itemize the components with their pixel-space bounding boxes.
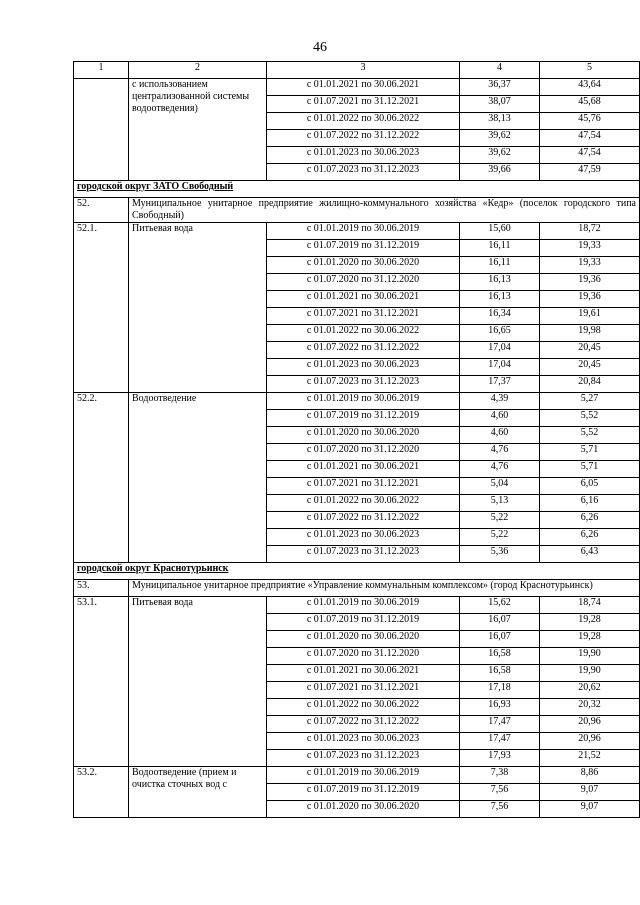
tariff-without-vat: 4,39 bbox=[460, 393, 540, 410]
period-cell: с 01.01.2020 по 30.06.2020 bbox=[267, 257, 460, 274]
period-cell: с 01.01.2021 по 30.06.2021 bbox=[267, 79, 460, 96]
tariff-with-vat: 19,61 bbox=[540, 308, 640, 325]
tariff-without-vat: 39,62 bbox=[460, 130, 540, 147]
tariff-with-vat: 6,43 bbox=[540, 546, 640, 563]
section-title: городской округ ЗАТО Свободный bbox=[74, 181, 640, 198]
tariff-without-vat: 16,07 bbox=[460, 614, 540, 631]
tariff-without-vat: 7,38 bbox=[460, 767, 540, 784]
tariff-with-vat: 9,07 bbox=[540, 801, 640, 818]
tariff-with-vat: 20,96 bbox=[540, 716, 640, 733]
tariff-with-vat: 5,52 bbox=[540, 410, 640, 427]
column-header: 1 bbox=[74, 62, 129, 79]
tariff-without-vat: 17,04 bbox=[460, 342, 540, 359]
tariff-without-vat: 7,56 bbox=[460, 801, 540, 818]
item-number: 53. bbox=[74, 580, 129, 597]
tariff-without-vat: 4,76 bbox=[460, 444, 540, 461]
tariff-with-vat: 19,33 bbox=[540, 257, 640, 274]
tariff-with-vat: 9,07 bbox=[540, 784, 640, 801]
tariff-without-vat: 16,07 bbox=[460, 631, 540, 648]
period-cell: с 01.07.2021 по 31.12.2021 bbox=[267, 96, 460, 113]
tariff-without-vat: 17,04 bbox=[460, 359, 540, 376]
period-cell: с 01.01.2019 по 30.06.2019 bbox=[267, 597, 460, 614]
tariff-without-vat: 17,18 bbox=[460, 682, 540, 699]
tariff-without-vat: 38,07 bbox=[460, 96, 540, 113]
tariff-with-vat: 19,36 bbox=[540, 291, 640, 308]
tariff-without-vat: 16,65 bbox=[460, 325, 540, 342]
organization-name: Муниципальное унитарное предприятие жилищно-коммунального хозяйства «Кедр» (поселок городского типа Свободный) bbox=[129, 198, 640, 223]
tariff-without-vat: 4,60 bbox=[460, 427, 540, 444]
tariff-with-vat: 8,86 bbox=[540, 767, 640, 784]
period-cell: с 01.01.2019 по 30.06.2019 bbox=[267, 393, 460, 410]
tariff-without-vat: 15,62 bbox=[460, 597, 540, 614]
tariff-without-vat: 5,13 bbox=[460, 495, 540, 512]
period-cell: с 01.01.2023 по 30.06.2023 bbox=[267, 529, 460, 546]
tariff-without-vat: 7,56 bbox=[460, 784, 540, 801]
period-cell: с 01.07.2020 по 31.12.2020 bbox=[267, 274, 460, 291]
period-cell: с 01.01.2022 по 30.06.2022 bbox=[267, 699, 460, 716]
tariff-without-vat: 4,60 bbox=[460, 410, 540, 427]
item-number: 52. bbox=[74, 198, 129, 223]
tariff-without-vat: 5,36 bbox=[460, 546, 540, 563]
tariff-with-vat: 45,76 bbox=[540, 113, 640, 130]
item-label: с использованием централизованной системы водоотведения) bbox=[129, 79, 267, 181]
tariff-without-vat: 16,11 bbox=[460, 240, 540, 257]
period-cell: с 01.01.2023 по 30.06.2023 bbox=[267, 733, 460, 750]
header-row bbox=[74, 62, 640, 79]
period-cell: с 01.01.2019 по 30.06.2019 bbox=[267, 767, 460, 784]
tariff-table bbox=[73, 61, 640, 818]
period-cell: с 01.07.2019 по 31.12.2019 bbox=[267, 784, 460, 801]
tariff-without-vat: 38,13 bbox=[460, 113, 540, 130]
period-cell: с 01.01.2020 по 30.06.2020 bbox=[267, 801, 460, 818]
tariff-with-vat: 47,54 bbox=[540, 130, 640, 147]
period-cell: с 01.07.2023 по 31.12.2023 bbox=[267, 750, 460, 767]
column-header: 5 bbox=[540, 62, 640, 79]
tariff-with-vat: 20,62 bbox=[540, 682, 640, 699]
item-number: 53.1. bbox=[74, 597, 129, 767]
tariff-with-vat: 43,64 bbox=[540, 79, 640, 96]
period-cell: с 01.01.2022 по 30.06.2022 bbox=[267, 113, 460, 130]
tariff-without-vat: 16,93 bbox=[460, 699, 540, 716]
tariff-with-vat: 6,16 bbox=[540, 495, 640, 512]
tariff-with-vat: 47,59 bbox=[540, 164, 640, 181]
period-cell: с 01.01.2021 по 30.06.2021 bbox=[267, 665, 460, 682]
item-label: Питьевая вода bbox=[129, 223, 267, 393]
tariff-with-vat: 19,36 bbox=[540, 274, 640, 291]
period-cell: с 01.07.2021 по 31.12.2021 bbox=[267, 682, 460, 699]
tariff-with-vat: 19,28 bbox=[540, 631, 640, 648]
tariff-with-vat: 19,90 bbox=[540, 665, 640, 682]
tariff-without-vat: 15,60 bbox=[460, 223, 540, 240]
period-cell: с 01.01.2021 по 30.06.2021 bbox=[267, 291, 460, 308]
section-row bbox=[74, 181, 640, 198]
period-cell: с 01.01.2019 по 30.06.2019 bbox=[267, 223, 460, 240]
block-53-1-row bbox=[74, 597, 640, 614]
tariff-with-vat: 47,54 bbox=[540, 147, 640, 164]
tariff-without-vat: 16,13 bbox=[460, 291, 540, 308]
period-cell: с 01.01.2021 по 30.06.2021 bbox=[267, 461, 460, 478]
period-cell: с 01.01.2022 по 30.06.2022 bbox=[267, 495, 460, 512]
continued-block-row bbox=[74, 79, 640, 96]
tariff-without-vat: 16,34 bbox=[460, 308, 540, 325]
tariff-with-vat: 5,27 bbox=[540, 393, 640, 410]
organization-name: Муниципальное унитарное предприятие «Управление коммунальным комплексом» (город Краснотурьинск) bbox=[129, 580, 640, 597]
tariff-with-vat: 45,68 bbox=[540, 96, 640, 113]
period-cell: с 01.07.2022 по 31.12.2022 bbox=[267, 130, 460, 147]
period-cell: с 01.01.2020 по 30.06.2020 bbox=[267, 427, 460, 444]
tariff-with-vat: 20,45 bbox=[540, 359, 640, 376]
section-title: городской округ Краснотурьинск bbox=[74, 563, 640, 580]
tariff-with-vat: 20,84 bbox=[540, 376, 640, 393]
tariff-with-vat: 19,90 bbox=[540, 648, 640, 665]
period-cell: с 01.07.2021 по 31.12.2021 bbox=[267, 308, 460, 325]
tariff-without-vat: 5,22 bbox=[460, 512, 540, 529]
tariff-without-vat: 5,22 bbox=[460, 529, 540, 546]
period-cell: с 01.07.2019 по 31.12.2019 bbox=[267, 614, 460, 631]
tariff-with-vat: 5,71 bbox=[540, 461, 640, 478]
tariff-with-vat: 6,26 bbox=[540, 529, 640, 546]
section-row bbox=[74, 563, 640, 580]
tariff-with-vat: 18,72 bbox=[540, 223, 640, 240]
block-52-2-row bbox=[74, 393, 640, 410]
period-cell: с 01.07.2019 по 31.12.2019 bbox=[267, 240, 460, 257]
page-number: 46 bbox=[313, 40, 327, 55]
tariff-without-vat: 39,66 bbox=[460, 164, 540, 181]
period-cell: с 01.07.2023 по 31.12.2023 bbox=[267, 164, 460, 181]
tariff-with-vat: 6,05 bbox=[540, 478, 640, 495]
tariff-without-vat: 17,93 bbox=[460, 750, 540, 767]
column-header: 4 bbox=[460, 62, 540, 79]
period-cell: с 01.01.2023 по 30.06.2023 bbox=[267, 147, 460, 164]
tariff-with-vat: 21,52 bbox=[540, 750, 640, 767]
tariff-with-vat: 5,52 bbox=[540, 427, 640, 444]
tariff-without-vat: 17,47 bbox=[460, 733, 540, 750]
tariff-without-vat: 4,76 bbox=[460, 461, 540, 478]
tariff-without-vat: 39,62 bbox=[460, 147, 540, 164]
period-cell: с 01.07.2022 по 31.12.2022 bbox=[267, 716, 460, 733]
block-53-2-row bbox=[74, 767, 640, 784]
block-52-1-row bbox=[74, 223, 640, 240]
tariff-with-vat: 5,71 bbox=[540, 444, 640, 461]
tariff-with-vat: 6,26 bbox=[540, 512, 640, 529]
tariff-without-vat: 16,11 bbox=[460, 257, 540, 274]
tariff-without-vat: 16,58 bbox=[460, 648, 540, 665]
item-label: Водоотведение bbox=[129, 393, 267, 563]
period-cell: с 01.07.2020 по 31.12.2020 bbox=[267, 444, 460, 461]
tariff-with-vat: 20,45 bbox=[540, 342, 640, 359]
tariff-without-vat: 36,37 bbox=[460, 79, 540, 96]
organization-row bbox=[74, 580, 640, 597]
tariff-with-vat: 20,32 bbox=[540, 699, 640, 716]
period-cell: с 01.07.2019 по 31.12.2019 bbox=[267, 410, 460, 427]
column-header: 2 bbox=[129, 62, 267, 79]
tariff-without-vat: 16,58 bbox=[460, 665, 540, 682]
period-cell: с 01.01.2022 по 30.06.2022 bbox=[267, 325, 460, 342]
item-label: Питьевая вода bbox=[129, 597, 267, 767]
period-cell: с 01.01.2023 по 30.06.2023 bbox=[267, 359, 460, 376]
tariff-with-vat: 19,98 bbox=[540, 325, 640, 342]
tariff-with-vat: 20,96 bbox=[540, 733, 640, 750]
item-number bbox=[74, 79, 129, 181]
tariff-with-vat: 18,74 bbox=[540, 597, 640, 614]
tariff-without-vat: 16,13 bbox=[460, 274, 540, 291]
tariff-without-vat: 17,47 bbox=[460, 716, 540, 733]
tariff-without-vat: 17,37 bbox=[460, 376, 540, 393]
organization-row bbox=[74, 198, 640, 223]
item-number: 52.1. bbox=[74, 223, 129, 393]
column-header: 3 bbox=[267, 62, 460, 79]
period-cell: с 01.07.2021 по 31.12.2021 bbox=[267, 478, 460, 495]
period-cell: с 01.07.2023 по 31.12.2023 bbox=[267, 376, 460, 393]
item-label: Водоотведение (прием и очистка сточных вод с bbox=[129, 767, 267, 818]
period-cell: с 01.07.2020 по 31.12.2020 bbox=[267, 648, 460, 665]
period-cell: с 01.07.2022 по 31.12.2022 bbox=[267, 342, 460, 359]
item-number: 52.2. bbox=[74, 393, 129, 563]
tariff-with-vat: 19,28 bbox=[540, 614, 640, 631]
tariff-with-vat: 19,33 bbox=[540, 240, 640, 257]
period-cell: с 01.07.2023 по 31.12.2023 bbox=[267, 546, 460, 563]
tariff-without-vat: 5,04 bbox=[460, 478, 540, 495]
period-cell: с 01.07.2022 по 31.12.2022 bbox=[267, 512, 460, 529]
item-number: 53.2. bbox=[74, 767, 129, 818]
period-cell: с 01.01.2020 по 30.06.2020 bbox=[267, 631, 460, 648]
